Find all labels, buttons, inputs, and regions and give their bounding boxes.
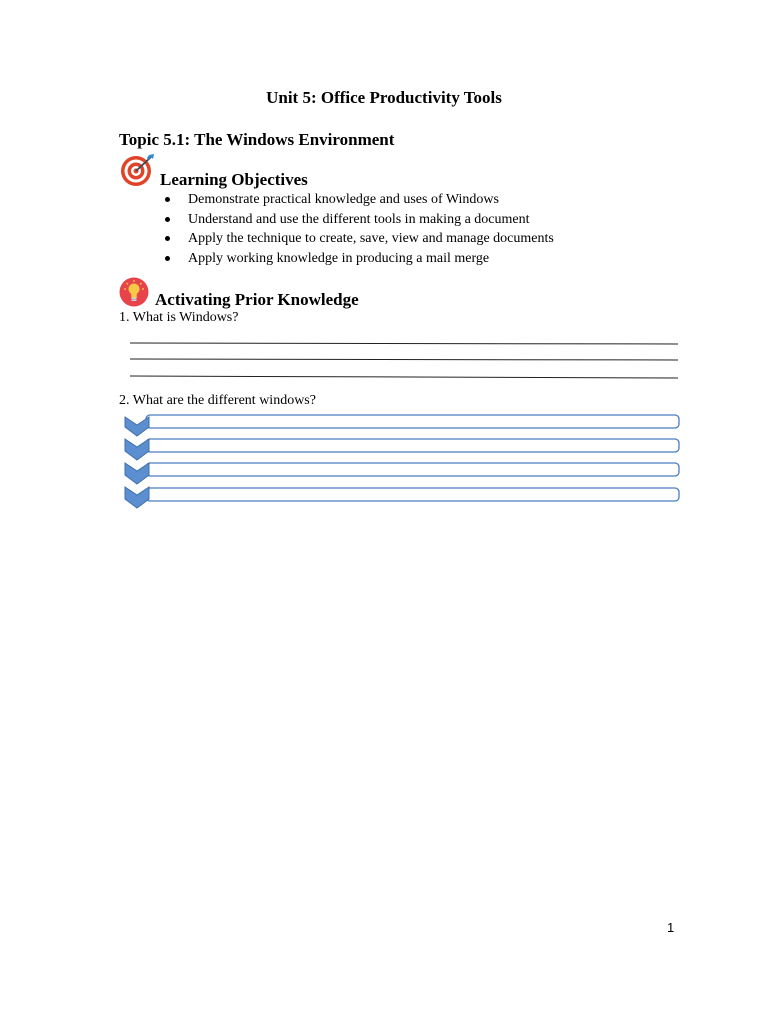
list-item: Demonstrate practical knowledge and uses of Windows (165, 190, 554, 210)
list-item: Apply the technique to create, save, view and manage documents (165, 229, 554, 249)
question-1: 1. What is Windows? (119, 310, 239, 325)
list-item: Apply working knowledge in producing a mail merge (165, 249, 554, 269)
prior-knowledge-heading: Activating Prior Knowledge (155, 290, 359, 309)
question-2: 2. What are the different windows? (119, 393, 316, 408)
lightbulb-icon (119, 277, 151, 307)
chevron-row (125, 487, 679, 508)
answer-lines (130, 340, 678, 382)
unit-title: Unit 5: Office Productivity Tools (266, 88, 502, 107)
page-number: 1 (667, 920, 675, 935)
bullet-icon (165, 197, 170, 202)
chevron-row (125, 463, 679, 484)
chevron-row (125, 415, 679, 436)
bullet-icon (165, 217, 170, 222)
learning-objectives-heading: Learning Objectives (160, 170, 308, 189)
objectives-list (165, 190, 554, 269)
bullet-icon (165, 236, 170, 241)
chevron-row (125, 439, 679, 460)
bullet-icon (165, 256, 170, 261)
list-item: Understand and use the different tools in making a document (165, 210, 554, 230)
target-icon (120, 153, 156, 187)
topic-title: Topic 5.1: The Windows Environment (119, 130, 395, 149)
chevron-list (124, 412, 682, 510)
